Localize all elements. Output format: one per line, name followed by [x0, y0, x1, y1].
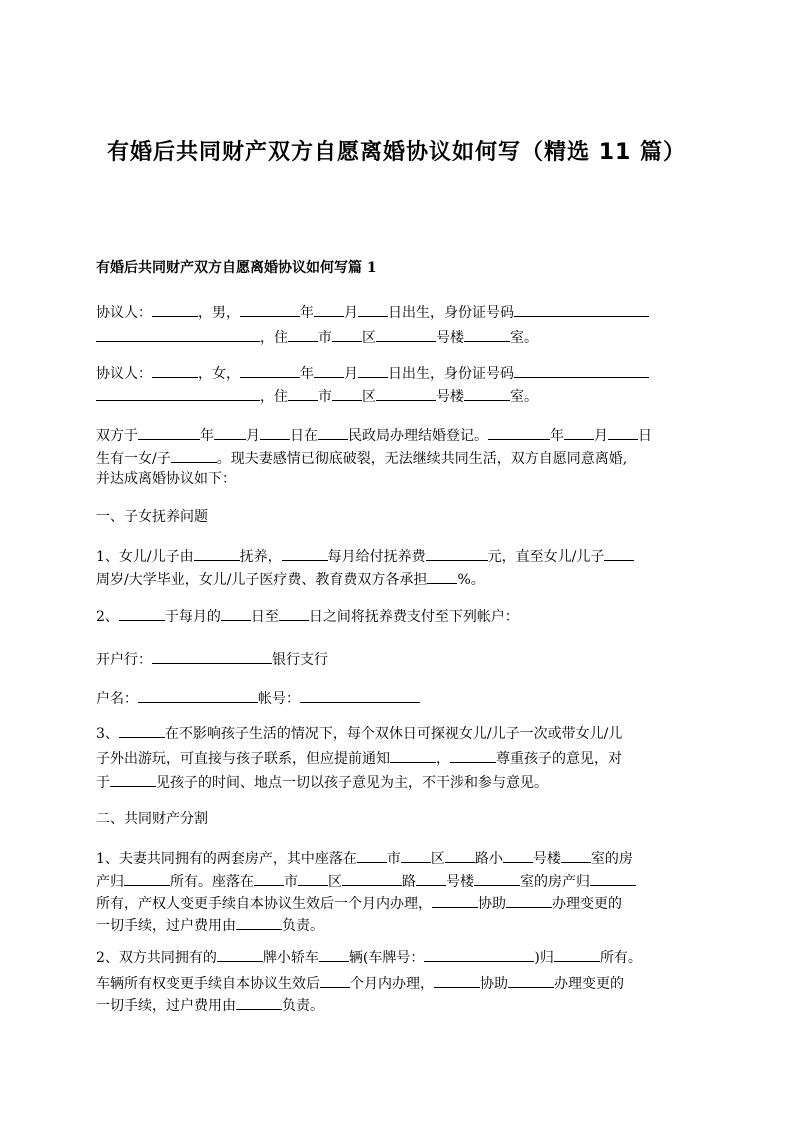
blank-field[interactable] [450, 748, 496, 763]
item3-line1: 3、 在不影响孩子生活的情况下，每个双休日可探视女儿/儿子一次或带女儿/儿 [96, 723, 622, 743]
item1-line2: 周岁/大学毕业，女儿/儿子医疗费、教育费双方各承担 %。 [96, 569, 485, 589]
blank-field[interactable] [214, 425, 246, 440]
plate-number-field[interactable] [424, 947, 534, 962]
blank-field[interactable] [124, 871, 170, 886]
party1-line2: ，住 市 区 号楼 室。 [96, 327, 538, 347]
blank-field[interactable] [138, 425, 200, 440]
prop2-line1: 2、双方共同拥有的 牌小轿车 辆(车牌号： )归 所有。 [96, 947, 642, 967]
blank-field[interactable] [432, 893, 478, 908]
section-title: 有婚后共同财产双方自愿离婚协议如何写篇 1 [96, 260, 377, 276]
blank-field[interactable] [254, 871, 284, 886]
blank-field[interactable] [152, 363, 198, 378]
blank-field[interactable] [416, 871, 446, 886]
id-number-field-cont[interactable] [96, 386, 260, 401]
blank-field[interactable] [320, 973, 350, 988]
prop2-line3: 一切手续，过户费用由 负责。 [96, 995, 324, 1015]
blank-field[interactable] [376, 327, 436, 342]
blank-field[interactable] [282, 546, 328, 561]
blank-field[interactable] [240, 302, 300, 317]
blank-field[interactable] [314, 302, 344, 317]
blank-field[interactable] [561, 848, 591, 863]
blank-field[interactable] [342, 871, 402, 886]
blank-field[interactable] [288, 327, 318, 342]
heading-children: 一、子女抚养问题 [96, 509, 208, 525]
account-number-field[interactable] [300, 688, 420, 703]
blank-field[interactable] [590, 871, 636, 886]
item2-line: 2、 于每月的 日至 日之间将抚养费支付至下列帐户： [96, 606, 519, 626]
blank-field[interactable] [604, 546, 634, 561]
bank-line: 开户行： 银行支行 [96, 649, 328, 669]
blank-field[interactable] [194, 546, 240, 561]
blank-field[interactable] [376, 386, 436, 401]
bank-field[interactable] [152, 649, 272, 664]
blank-field[interactable] [240, 363, 300, 378]
blank-field[interactable] [358, 363, 388, 378]
item3-line2: 子外出游玩，可直接与孩子联系，但应提前通知 ， 尊重孩子的意见，对 [96, 748, 622, 768]
blank-field[interactable] [152, 302, 198, 317]
blank-field[interactable] [288, 386, 318, 401]
marriage-line3: 并达成离婚协议如下： [96, 471, 236, 487]
item1-line1: 1、女儿/儿子由 抚养， 每月给付抚养费 元，直至女儿/儿子 [96, 546, 634, 566]
account-line: 户名： 帐号： [96, 688, 420, 708]
blank-field[interactable] [119, 723, 165, 738]
blank-field[interactable] [426, 546, 488, 561]
blank-field[interactable] [318, 425, 348, 440]
blank-field[interactable] [171, 448, 217, 463]
prop2-line2: 车辆所有权变更手续自本协议生效后 个月内办理， 协助 办理变更的 [96, 973, 624, 993]
blank-field[interactable] [314, 363, 344, 378]
blank-field[interactable] [217, 947, 263, 962]
blank-field[interactable] [298, 871, 328, 886]
blank-field[interactable] [110, 772, 156, 787]
blank-field[interactable] [260, 425, 290, 440]
id-number-field[interactable] [514, 302, 649, 317]
blank-field[interactable] [464, 327, 510, 342]
blank-field[interactable] [464, 386, 510, 401]
marriage-line2: 生有一女/子 。现夫妻感情已彻底破裂，无法继续共同生活，双方自愿同意离婚, [96, 448, 627, 468]
blank-field[interactable] [608, 425, 638, 440]
blank-field[interactable] [508, 973, 554, 988]
blank-field[interactable] [503, 848, 533, 863]
blank-field[interactable] [506, 893, 552, 908]
blank-field[interactable] [564, 425, 594, 440]
marriage-line1: 双方于 年 月 日在 民政局办理结婚登记。 年 月 日 [96, 425, 652, 445]
blank-field[interactable] [236, 995, 282, 1010]
prop1-line2: 产归 所有。座落在 市 区 路 号楼 室的房产归 [96, 871, 636, 891]
blank-field[interactable] [119, 606, 165, 621]
blank-field[interactable] [488, 425, 550, 440]
prop1-line3: 所有，产权人变更手续自本协议生效后一个月内办理， 协助 办理变更的 [96, 893, 622, 913]
prop1-line4: 一切手续，过户费用由 负责。 [96, 915, 324, 935]
blank-field[interactable] [236, 915, 282, 930]
prop1-line1: 1、夫妻共同拥有的两套房产，其中座落在 市 区 路小 号楼 室的房 [96, 848, 633, 868]
party2-line1: 协议人： ，女， 年 月 日出生，身份证号码 [96, 363, 649, 383]
item3-line3: 于 见孩子的时间、地点一切以孩子意见为主，不干涉和参与意见。 [96, 772, 548, 792]
blank-field[interactable] [358, 302, 388, 317]
heading-property: 二、共同财产分割 [96, 811, 208, 827]
id-number-field-cont[interactable] [96, 327, 260, 342]
blank-field[interactable] [401, 848, 431, 863]
blank-field[interactable] [357, 848, 387, 863]
blank-field[interactable] [434, 973, 480, 988]
blank-field[interactable] [427, 569, 457, 584]
blank-field[interactable] [445, 848, 475, 863]
blank-field[interactable] [319, 947, 349, 962]
blank-field[interactable] [221, 606, 251, 621]
party2-line2: ，住 市 区 号楼 室。 [96, 386, 538, 406]
blank-field[interactable] [554, 947, 600, 962]
blank-field[interactable] [474, 871, 520, 886]
blank-field[interactable] [332, 327, 362, 342]
blank-field[interactable] [390, 748, 436, 763]
document-title: 有婚后共同财产双方自愿离婚协议如何写（精选 11 篇） [107, 140, 686, 165]
account-name-field[interactable] [138, 688, 258, 703]
blank-field[interactable] [332, 386, 362, 401]
blank-field[interactable] [279, 606, 309, 621]
party1-line1: 协议人： ，男， 年 月 日出生，身份证号码 [96, 302, 649, 322]
id-number-field[interactable] [514, 363, 649, 378]
